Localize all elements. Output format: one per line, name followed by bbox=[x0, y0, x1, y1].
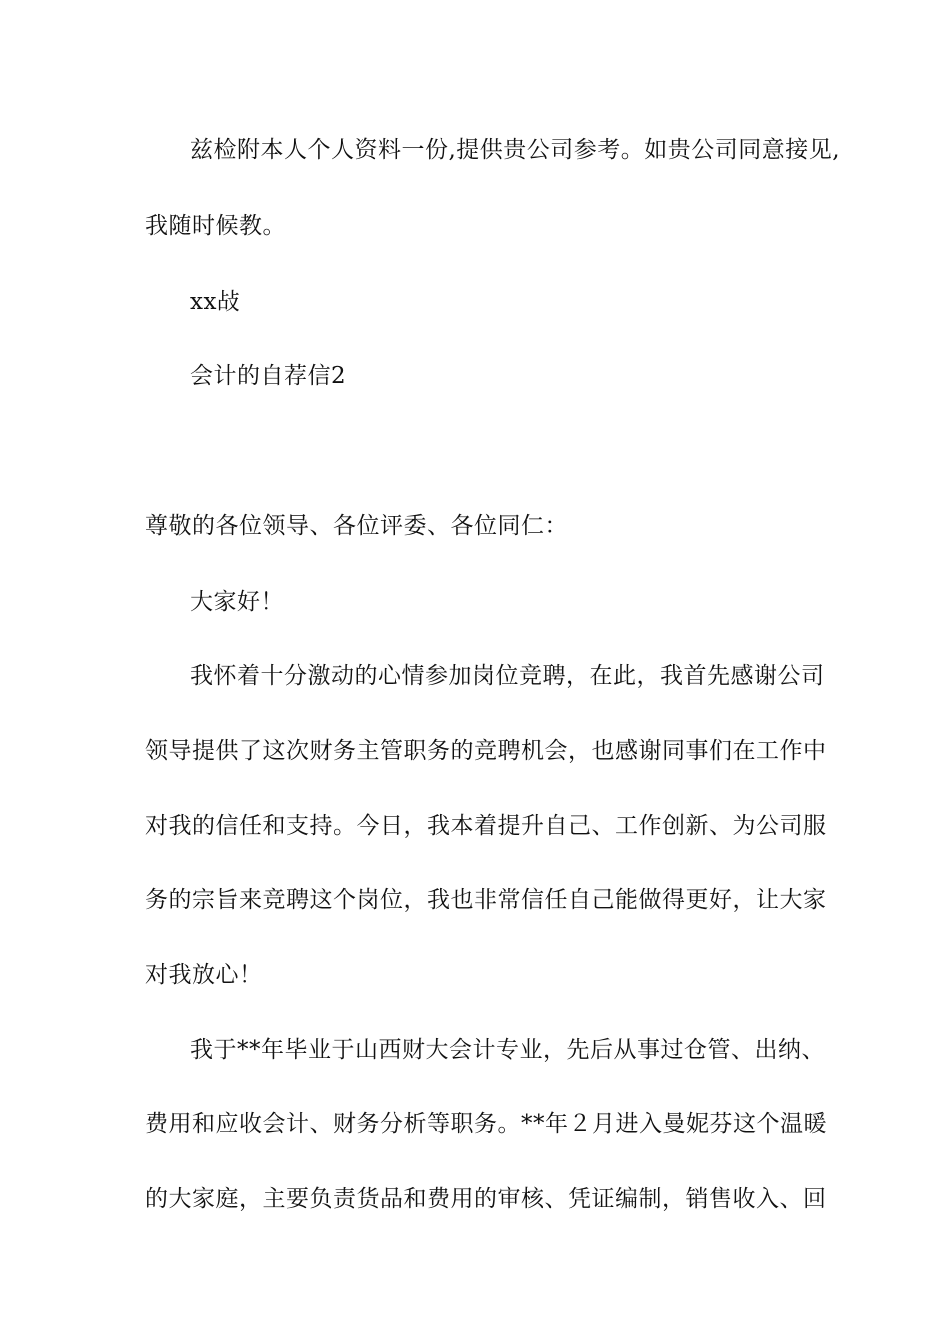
paragraph-line: 务的宗旨来竞聘这个岗位，我也非常信任自己能做得更好，让大家 bbox=[145, 887, 827, 913]
paragraph-line: 我怀着十分激动的心情参加岗位竞聘，在此，我首先感谢公司 bbox=[190, 663, 825, 689]
paragraph-line: 领导提供了这次财务主管职务的竞聘机会，也感谢同事们在工作中 bbox=[145, 738, 827, 764]
section-title: 会计的自荐信2 bbox=[190, 363, 347, 389]
paragraph-line: 我随时候教。 bbox=[145, 213, 286, 239]
greeting-text: 大家好！ bbox=[190, 589, 284, 615]
paragraph-line: 对我的信任和支持。今日，我本着提升自己、工作创新、为公司服 bbox=[145, 813, 827, 839]
paragraph-line: 费用和应收会计、财务分析等职务。**年２月进入曼妮芬这个温暖 bbox=[145, 1111, 827, 1137]
signoff-text: xx敁 bbox=[190, 289, 241, 315]
paragraph-line: 我于**年毕业于山西财大会计专业，先后从事过仓管、出纳、 bbox=[190, 1037, 825, 1063]
paragraph-line: 对我放心！ bbox=[145, 962, 263, 988]
salutation-text: 尊敬的各位领导、各位评委、各位同仁： bbox=[145, 513, 568, 539]
paragraph-line: 兹检附本人个人资料一份,提供贵公司参考。如贵公司同意接见, bbox=[190, 137, 841, 163]
paragraph-line: 的大家庭，主要负责货品和费用的审核、凭证编制，销售收入、回 bbox=[145, 1186, 827, 1212]
